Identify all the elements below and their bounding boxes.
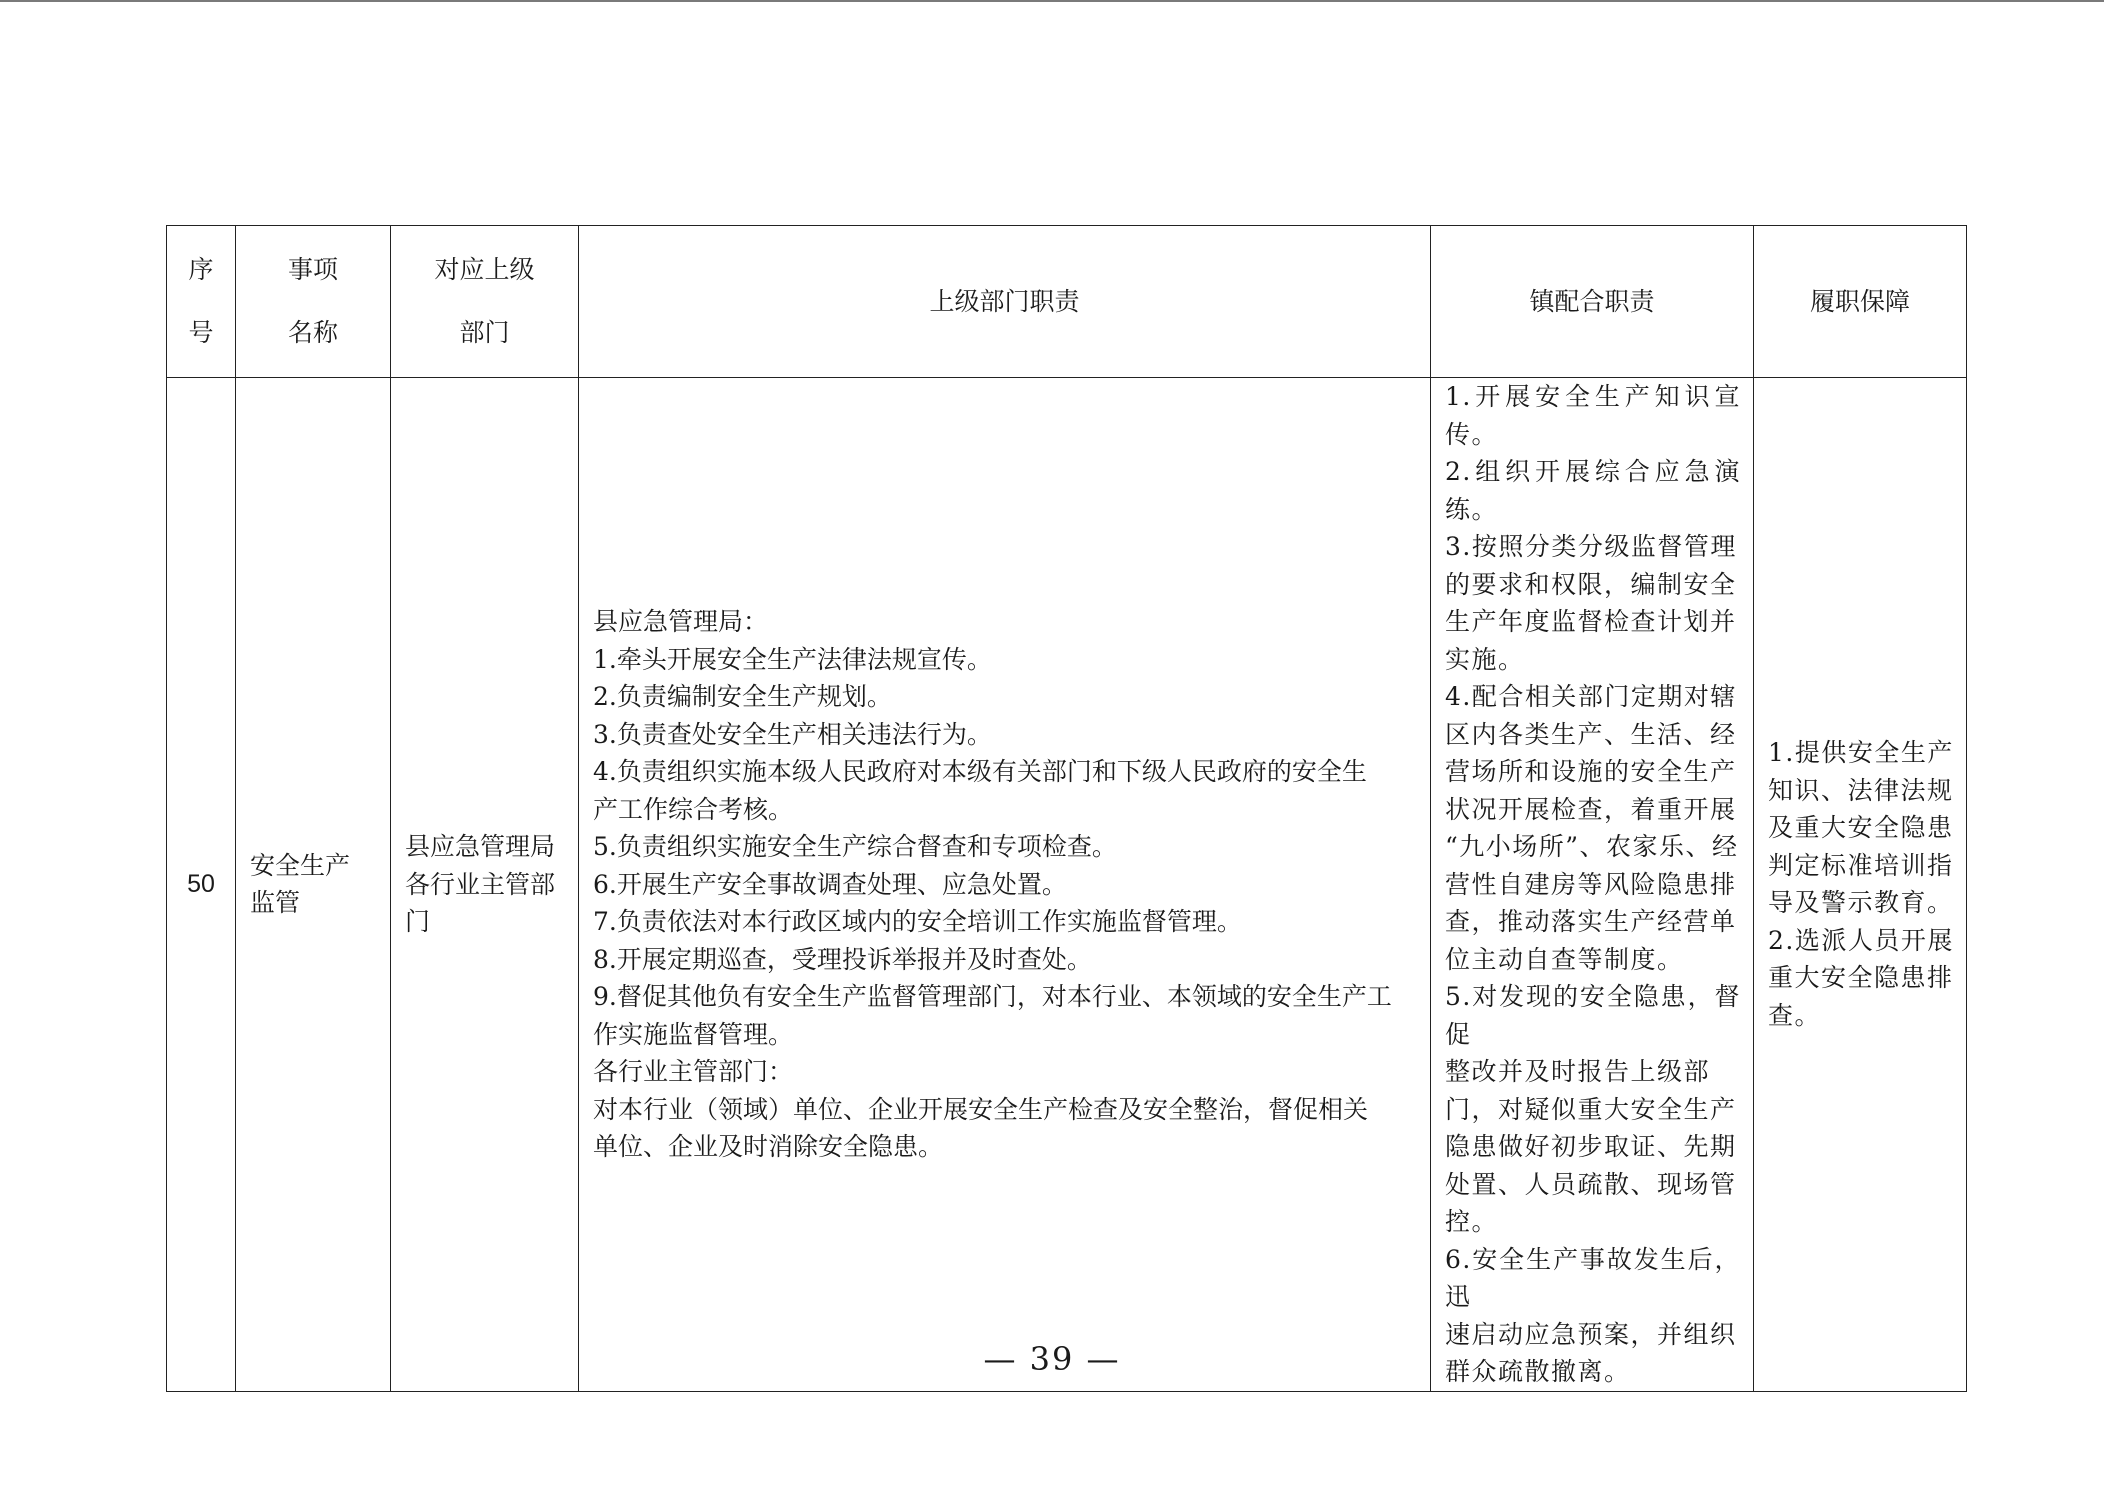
text-line: 速启动应急预案，并组织 bbox=[1445, 1319, 1737, 1349]
duties-table bbox=[166, 225, 1967, 1392]
text-line: 7.负责依法对本行政区域内的安全培训工作实施监督管理。 bbox=[593, 907, 1242, 936]
text-line: 6.安全生产事故发生后，迅 bbox=[1445, 1244, 1741, 1311]
text-line: 各行业主管部门： bbox=[593, 1057, 794, 1086]
text-line: 8.开展定期巡查，受理投诉举报并及时查处。 bbox=[593, 944, 1092, 974]
text-line: 重大安全隐患排 bbox=[1768, 963, 1954, 993]
text-line: 安全生产 bbox=[250, 850, 351, 880]
text-line: 3.负责查处安全生产相关违法行为。 bbox=[593, 719, 992, 749]
text-line: 及重大安全隐患 bbox=[1768, 813, 1954, 843]
text-line: 部门 bbox=[459, 318, 510, 347]
text-line: 营性自建房等风险隐患排 bbox=[1445, 869, 1737, 899]
text-line: 对应上级 bbox=[434, 255, 535, 284]
text-line: 群众疏散撤离。 bbox=[1445, 1357, 1631, 1386]
row-number: 50 bbox=[167, 378, 236, 1392]
text-line: 4.负责组织实施本级人民政府对本级有关部门和下级人民政府的安全生 bbox=[593, 757, 1367, 786]
text-line: 查。 bbox=[1768, 1000, 1822, 1030]
header-item-name bbox=[236, 226, 391, 378]
text-line: 导及警示教育。 bbox=[1768, 888, 1954, 918]
text-line: 各行业主管部 bbox=[405, 869, 556, 899]
text-line: 3.按照分类分级监督管理 bbox=[1445, 532, 1737, 561]
text-line: 门，对疑似重大安全生产 bbox=[1445, 1094, 1737, 1124]
page-top-border bbox=[0, 0, 2104, 2]
page-number: — 39 — bbox=[983, 1340, 1121, 1378]
text-line: 作实施监督管理。 bbox=[593, 1019, 794, 1049]
text-line: 位主动自查等制度。 bbox=[1445, 944, 1684, 974]
text-line: 对本行业（领域）单位、企业开展安全生产检查及安全整治，督促相关 bbox=[593, 1094, 1369, 1124]
text-line: 监管 bbox=[250, 888, 301, 918]
text-line: 隐患做好初步取证、先期 bbox=[1445, 1132, 1737, 1161]
text-line: 区内各类生产、生活、经 bbox=[1445, 719, 1737, 749]
text-line: 整改并及时报告上级部 bbox=[1445, 1057, 1711, 1086]
header-upper-duties: 上级部门职责 bbox=[579, 226, 1431, 378]
upper-duties-cell bbox=[579, 378, 1431, 1392]
text-line: 2.组织开展综合应急演练。 bbox=[1445, 457, 1741, 524]
header-upper-dept bbox=[391, 226, 579, 378]
text-line: 6.开展生产安全事故调查处理、应急处置。 bbox=[593, 869, 1067, 899]
text-line: 5.负责组织实施安全生产综合督查和专项检查。 bbox=[593, 832, 1117, 861]
text-line: 5.对发现的安全隐患，督促 bbox=[1445, 982, 1741, 1049]
text-line: 县应急管理局 bbox=[405, 832, 556, 861]
header-row bbox=[167, 226, 1967, 378]
text-line: 1.开展安全生产知识宣传。 bbox=[1445, 382, 1741, 449]
text-line: 判定标准培训指 bbox=[1768, 850, 1954, 880]
text-line: 实施。 bbox=[1445, 644, 1525, 674]
text-line: 9.督促其他负有安全生产监督管理部门，对本行业、本领域的安全生产工 bbox=[593, 982, 1392, 1011]
header-town-duties: 镇配合职责 bbox=[1431, 226, 1754, 378]
header-guarantee: 履职保障 bbox=[1754, 226, 1967, 378]
table-header bbox=[167, 226, 1967, 378]
text-line: 的要求和权限，编制安全 bbox=[1445, 569, 1737, 599]
text-line: 4.配合相关部门定期对辖 bbox=[1445, 682, 1737, 711]
text-line: 号 bbox=[188, 318, 214, 347]
text-line: 事项 bbox=[287, 255, 338, 284]
text-line: 1.提供安全生产 bbox=[1768, 738, 1954, 768]
guarantee-cell bbox=[1754, 378, 1967, 1392]
table-row bbox=[167, 378, 1967, 1392]
header-no bbox=[167, 226, 236, 378]
text-line: 门 bbox=[405, 907, 431, 936]
text-line: 2.选派人员开展 bbox=[1768, 925, 1954, 955]
text-line: 名称 bbox=[287, 318, 338, 347]
text-line: 单位、企业及时消除安全隐患。 bbox=[593, 1132, 944, 1161]
text-line: 营场所和设施的安全生产 bbox=[1445, 757, 1737, 786]
text-line: 县应急管理局： bbox=[593, 607, 769, 636]
text-line: 生产年度监督检查计划并 bbox=[1445, 607, 1737, 636]
town-duties-cell bbox=[1431, 378, 1754, 1392]
text-line: 1.牵头开展安全生产法律法规宣传。 bbox=[593, 644, 992, 674]
text-line: “九小场所”、农家乐、经 bbox=[1445, 832, 1739, 861]
item-name-cell bbox=[236, 378, 391, 1392]
text-line: 2.负责编制安全生产规划。 bbox=[593, 682, 892, 711]
text-line: 查，推动落实生产经营单 bbox=[1445, 907, 1737, 936]
text-line: 序 bbox=[188, 255, 214, 284]
text-line: 知识、法律法规 bbox=[1768, 775, 1954, 805]
text-line: 控。 bbox=[1445, 1207, 1499, 1236]
upper-dept-cell bbox=[391, 378, 579, 1392]
text-line: 状况开展检查，着重开展 bbox=[1445, 794, 1737, 824]
text-line: 处置、人员疏散、现场管 bbox=[1445, 1169, 1737, 1199]
text-line: 产工作综合考核。 bbox=[593, 794, 794, 824]
